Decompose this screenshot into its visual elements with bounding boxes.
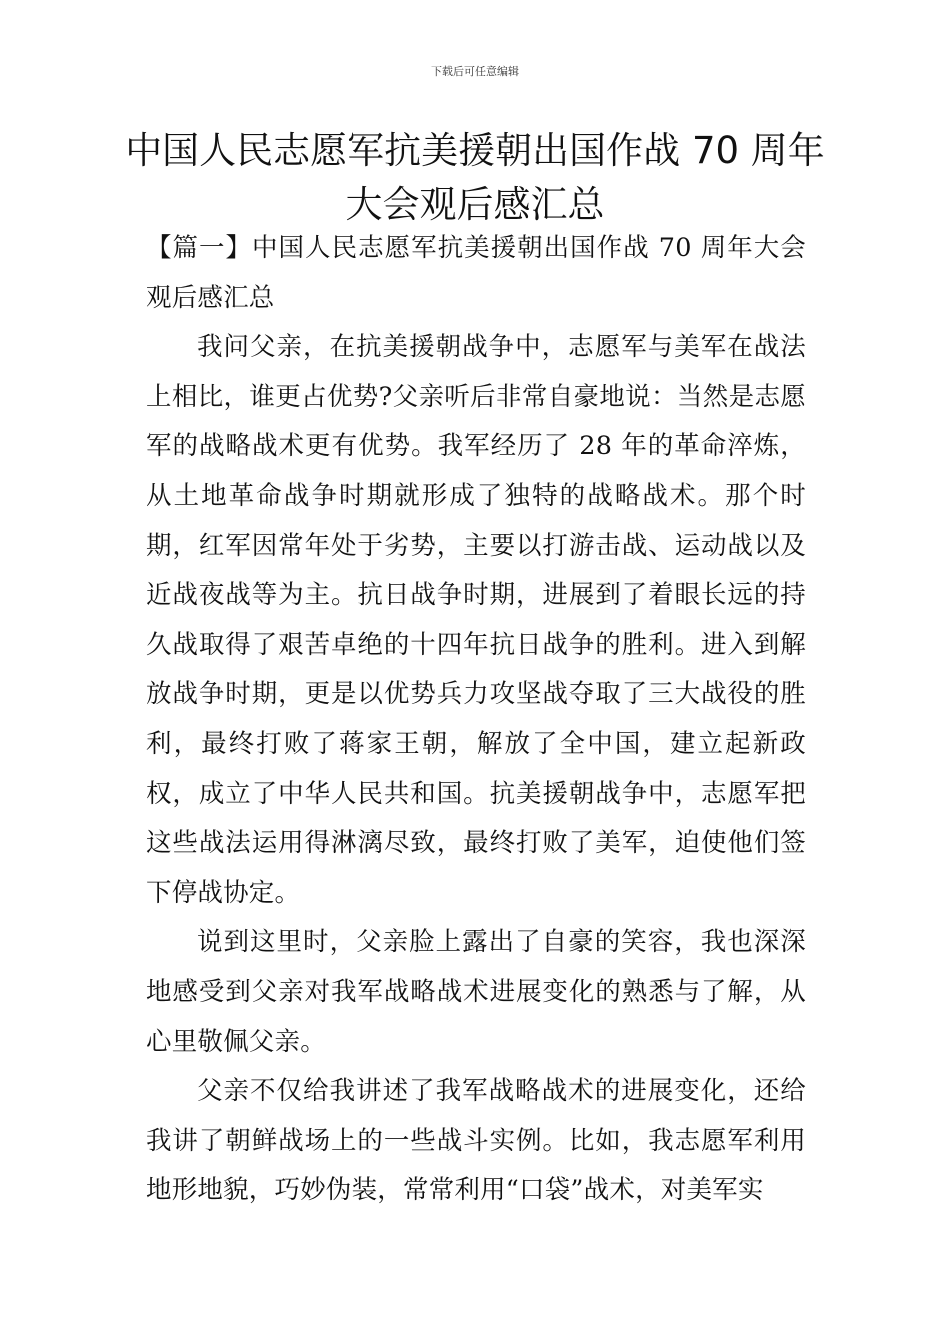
section-heading: 【篇一】中国人民志愿军抗美援朝出国作战 70 周年大会观后感汇总: [146, 233, 806, 313]
document-title-line-2: 大会观后感汇总: [345, 183, 605, 226]
body-paragraph-3: 父亲不仅给我讲述了我军战略战术的进展变化，还给我讲了朝鲜战场上的一些战斗实例。比如，我志愿军利用地形地貌，巧妙伪装，常常利用“口袋”战术，对美军实: [146, 1076, 806, 1206]
document-body: [146, 224, 806, 1216]
document-title: [120, 124, 830, 232]
body-paragraph-2: 说到这里时，父亲脸上露出了自豪的笑容，我也深深地感受到父亲对我军战略战术进展变化的熟悉与了解，从心里敬佩父亲。: [146, 927, 806, 1057]
page-header-note: 下载后可任意编辑: [431, 65, 519, 78]
document-title-line-1: 中国人民志愿军抗美援朝出国作战 70 周年: [125, 129, 825, 172]
body-paragraph-1: 我问父亲，在抗美援朝战争中，志愿军与美军在战法上相比，谁更占优势?父亲听后非常自豪地说：当然是志愿军的战略战术更有优势。我军经历了 28 年的革命淬炼，从土地革命战争时期就形成了独特的战略战术。那个时期，红军因常年处于劣势，主要以打游击战、运动战以及近战夜战等为主。抗日战争时期，进展到了着眼长远的持久战取得了艰苦卓绝的十四年抗日战争的胜利。进入到解放战争时期，更是以优势兵力攻坚战夺取了三大战役的胜利，最终打败了蒋家王朝，解放了全中国，建立起新政权，成立了中华人民共和国。抗美援朝战争中，志愿军把这些战法运用得淋漓尽致，最终打败了美军，迫使他们签下停战协定。: [146, 332, 806, 908]
